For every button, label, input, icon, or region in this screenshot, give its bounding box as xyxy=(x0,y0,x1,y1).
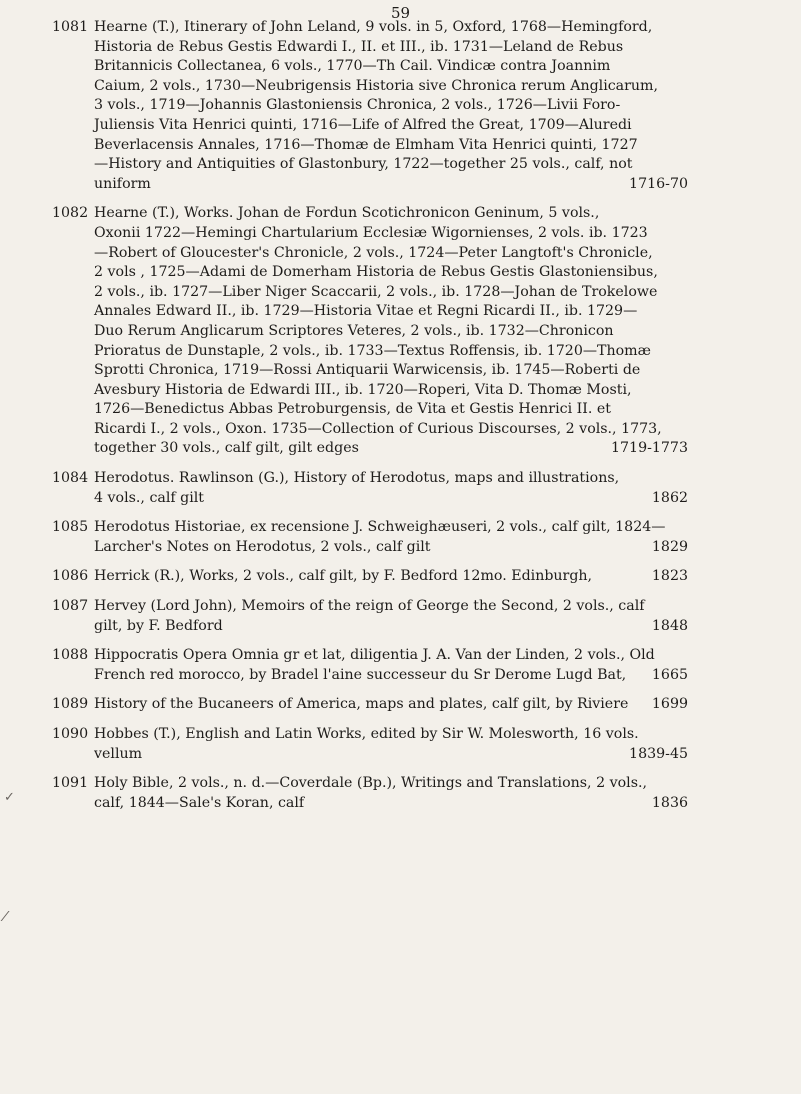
entry-date: 1665 xyxy=(651,666,688,683)
entry-last-line xyxy=(94,666,726,686)
entry-last-line xyxy=(94,439,726,459)
lot-number: 1087 xyxy=(52,598,89,615)
lot-number: 1086 xyxy=(52,568,89,585)
entry-date: 1839-45 xyxy=(629,745,688,762)
catalogue-entry xyxy=(52,518,726,557)
entry-line: Juliensis Vita Henrici quinti, 1716—Life of Alfred the Great, 1709—Aluredi xyxy=(94,116,632,133)
lot-number: 1088 xyxy=(52,647,89,664)
lot-number: 1082 xyxy=(52,205,89,222)
entry-line: Beverlacensis Annales, 1716—Thomæ de Elmham Vita Henrici quinti, 1727 xyxy=(94,136,638,153)
entry-last-line xyxy=(94,538,726,558)
entry-line: Hearne (T.), Itinerary of John Leland, 9 vols. in 5, Oxford, 1768—Hemingford, xyxy=(94,19,653,35)
entry-line: Hearne (T.), Works. Johan de Fordun Scotichronicon Geninum, 5 vols., xyxy=(94,205,600,222)
catalogue-entry xyxy=(52,18,726,194)
entry-date: 1862 xyxy=(651,489,688,506)
entry-line: Hobbes (T.), English and Latin Works, edited by Sir W. Molesworth, 16 vols. xyxy=(94,726,639,742)
entry-line: Oxonii 1722—Hemingi Chartularium Ecclesiæ Wigornienses, 2 vols. ib. 1723 xyxy=(94,224,648,241)
entry-line: Herodotus. Rawlinson (G.), History of Herodotus, maps and illustrations, xyxy=(94,470,620,487)
entry-line: Hippocratis Opera Omnia gr et lat, diligentia J. A. Van der Linden, 2 vols., Old xyxy=(94,647,655,664)
catalogue-entry xyxy=(52,567,726,587)
catalogue-entry xyxy=(52,695,726,715)
entry-line: Duo Rerum Anglicarum Scriptores Veteres, 2 vols., ib. 1732—Chronicon xyxy=(94,322,614,339)
entry-line: Historia de Rebus Gestis Edwardi I., II. et III., ib. 1731—Leland de Rebus xyxy=(94,38,624,55)
entry-line: Sprotti Chronica, 1719—Rossi Antiquarii Warwicensis, ib. 1745—Roberti de xyxy=(94,362,641,379)
entry-last-line xyxy=(94,745,726,765)
entry-line: Avesbury Historia de Edwardi III., ib. 1720—Roperi, Vita D. Thomæ Mosti, xyxy=(94,381,632,398)
entry-line: Herodotus Historiae, ex recensione J. Schweighæuseri, 2 vols., calf gilt, 1824— xyxy=(94,519,666,536)
lot-number: 1090 xyxy=(52,726,89,742)
entry-last-line xyxy=(94,695,726,715)
lot-number: 1085 xyxy=(52,519,89,536)
lot-number: 1084 xyxy=(52,470,89,487)
entry-date: 1836 xyxy=(651,794,688,811)
entry-line: Hervey (Lord John), Memoirs of the reign of George the Second, 2 vols., calf xyxy=(94,598,645,615)
entry-date: 1719-1773 xyxy=(610,440,688,457)
entry-text: History of the Bucaneers of America, maps and plates, calf gilt, by Riviere xyxy=(94,696,629,713)
entry-text: Larcher's Notes on Herodotus, 2 vols., calf gilt xyxy=(94,538,431,555)
catalogue-entry xyxy=(52,469,726,508)
entry-text: together 30 vols., calf gilt, gilt edges xyxy=(94,440,359,457)
entry-text: Herrick (R.), Works, 2 vols., calf gilt, by F. Bedford 12mo. Edinburgh, xyxy=(94,568,593,585)
entry-last-line xyxy=(94,567,726,587)
entry-line: Ricardi I., 2 vols., Oxon. 1735—Collection of Curious Discourses, 2 vols., 1773, xyxy=(94,420,662,437)
entry-text: gilt, by F. Bedford xyxy=(94,617,223,634)
entry-line: 2 vols., ib. 1727—Liber Niger Scaccarii, 2 vols., ib. 1728—Johan de Trokelowe xyxy=(94,283,658,300)
handwritten-mark: ⁄ xyxy=(4,910,7,925)
entry-text: 4 vols., calf gilt xyxy=(94,489,205,506)
entry-line: Caium, 2 vols., 1730—Neubrigensis Historia sive Chronica rerum Anglicarum, xyxy=(94,77,659,94)
entry-text: calf, 1844—Sale's Koran, calf xyxy=(94,794,305,811)
lot-number: 1091 xyxy=(52,775,89,792)
catalogue-entry xyxy=(52,204,726,459)
entry-text: French red morocco, by Bradel l'aine successeur du Sr Derome Lugd Bat, xyxy=(94,666,627,683)
entry-line: 1726—Benedictus Abbas Petroburgensis, de Vita et Gestis Henrici II. et xyxy=(94,401,611,418)
entry-last-line xyxy=(94,617,726,637)
page-number: 59 xyxy=(390,4,411,22)
entry-text: vellum xyxy=(94,745,143,762)
entry-line: —Robert of Gloucester's Chronicle, 2 vols., 1724—Peter Langtoft's Chronicle, xyxy=(94,244,653,261)
entry-line: Britannicis Collectanea, 6 vols., 1770—Th Cail. Vindicæ contra Joannim xyxy=(94,58,611,75)
entry-date: 1699 xyxy=(651,696,688,713)
catalogue-entry xyxy=(52,646,726,685)
lot-number: 1081 xyxy=(52,19,89,35)
entry-text: uniform xyxy=(94,175,151,192)
catalogue-entries xyxy=(52,18,726,823)
entry-line: Prioratus de Dunstaple, 2 vols., ib. 1733—Textus Roffensis, ib. 1720—Thomæ xyxy=(94,342,651,359)
entry-line: Holy Bible, 2 vols., n. d.—Coverdale (Bp.), Writings and Translations, 2 vols., xyxy=(94,775,648,792)
entry-date: 1848 xyxy=(651,617,688,634)
entry-last-line xyxy=(94,489,726,509)
catalogue-entry xyxy=(52,597,726,636)
entry-date: 1829 xyxy=(651,538,688,555)
lot-number: 1089 xyxy=(52,696,89,713)
catalogue-entry xyxy=(52,725,726,764)
entry-last-line xyxy=(94,175,726,195)
entry-line: Annales Edward II., ib. 1729—Historia Vitae et Regni Ricardi II., ib. 1729— xyxy=(94,303,638,320)
catalogue-entry xyxy=(52,774,726,813)
entry-date: 1716-70 xyxy=(629,175,688,192)
entry-date: 1823 xyxy=(651,568,688,585)
entry-line: —History and Antiquities of Glastonbury, 1722—together 25 vols., calf, not xyxy=(94,156,633,173)
entry-line: 2 vols , 1725—Adami de Domerham Historia de Rebus Gestis Glastoniensibus, xyxy=(94,264,658,281)
handwritten-mark: ✓ xyxy=(4,790,15,805)
entry-line: 3 vols., 1719—Johannis Glastoniensis Chronica, 2 vols., 1726—Livii Foro- xyxy=(94,97,621,114)
entry-last-line xyxy=(94,794,726,814)
